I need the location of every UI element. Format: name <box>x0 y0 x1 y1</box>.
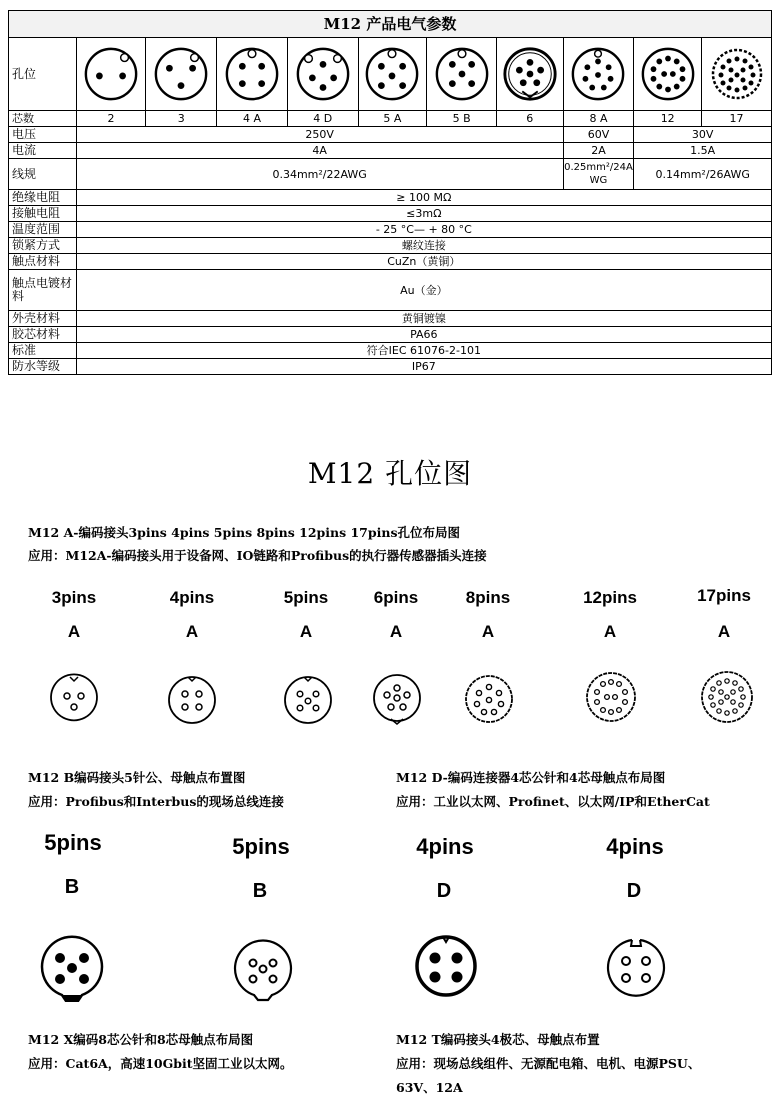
a-coding-letter: A <box>717 622 731 641</box>
a-8pin-diagram <box>460 670 518 728</box>
temperature-cell: - 25 °C— + 80 °C <box>76 222 771 238</box>
cores-cell: 8 A <box>563 111 634 127</box>
a-coding-letter: A <box>185 622 199 641</box>
row-label-insert: 胶芯材料 <box>9 327 77 343</box>
row-label-voltage: 电压 <box>9 127 77 143</box>
a-coded-application: 应用：M12A-编码接头用于设备网、IO链路和Profibus的执行器传感器插头连接 <box>28 548 487 563</box>
a-6pin-diagram <box>368 668 426 728</box>
cores-cell: 3 <box>146 111 217 127</box>
a-pins-label: 17pins <box>697 586 751 605</box>
a-coding-letter: A <box>67 622 81 641</box>
voltage-cell: 30V <box>634 127 772 143</box>
a-pins-label: 12pins <box>583 588 637 607</box>
standard-cell: 符合IEC 61076-2-101 <box>76 343 771 359</box>
wire-gauge-cell: 0.34mm²/22AWG <box>76 159 563 190</box>
d-coding-letter: D <box>436 880 452 902</box>
b-male-5pin-diagram <box>32 932 112 1002</box>
d-pins-label: 4pins <box>606 834 664 859</box>
current-cell: 2A <box>563 143 634 159</box>
cores-cell: 5 B <box>427 111 497 127</box>
voltage-cell: 60V <box>563 127 634 143</box>
table-title: M12 产品电气参数 <box>9 11 772 38</box>
pin-layout-icon-2 <box>82 45 140 103</box>
a-12pin-diagram <box>580 666 642 728</box>
wire-gauge-cell: 0.14mm²/26AWG <box>634 159 772 190</box>
pin-layout-icon-5a <box>363 45 421 103</box>
x-coded-application: 应用：Cat6A，高速10Gbit坚固工业以太网。 <box>28 1056 293 1071</box>
b-coded-heading: M12 B编码接头5针公、母触点布置图 <box>28 770 246 785</box>
plating-cell: Au（金） <box>76 270 771 311</box>
row-label-ip: 防水等级 <box>9 359 77 375</box>
a-5pin-diagram <box>280 672 336 728</box>
a-coding-letter: A <box>603 622 617 641</box>
pin-layout-icon-3 <box>152 45 210 103</box>
cores-cell: 17 <box>702 111 772 127</box>
d-pins-label: 4pins <box>416 834 474 859</box>
b-coding-letter: B <box>64 876 80 898</box>
row-label-pin-layout: 孔位 <box>9 38 77 111</box>
cores-cell: 4 A <box>217 111 288 127</box>
a-17pin-diagram <box>694 664 760 730</box>
row-label-housing: 外壳材料 <box>9 311 77 327</box>
row-label-contact-resistance: 接触电阻 <box>9 206 77 222</box>
cores-cell: 5 A <box>358 111 427 127</box>
a-coding-letter: A <box>299 622 313 641</box>
pin-layout-icon-8a <box>569 45 627 103</box>
pin-layout-icon-4a <box>223 45 281 103</box>
cores-cell: 4 D <box>287 111 358 127</box>
row-label-standard: 标准 <box>9 343 77 359</box>
housing-cell: 黄铜镀镍 <box>76 311 771 327</box>
insert-cell: PA66 <box>76 327 771 343</box>
a-pins-label: 5pins <box>283 588 329 607</box>
b-coding-letter: B <box>252 880 268 902</box>
t-coded-application-line2: 63V、12A <box>396 1080 463 1095</box>
voltage-cell: 250V <box>76 127 563 143</box>
b-coded-application: 应用：Profibus和Interbus的现场总线连接 <box>28 794 284 809</box>
pin-layout-icon-4d <box>294 45 352 103</box>
insulation-cell: ≥ 100 MΩ <box>76 190 771 206</box>
a-coded-heading: M12 A-编码接头3pins 4pins 5pins 8pins 12pins 17pins孔位布局图 <box>28 525 460 540</box>
d-female-4pin-diagram <box>598 934 674 1002</box>
a-pins-label: 3pins <box>51 588 97 607</box>
spec-table <box>8 10 772 375</box>
pin-layout-icon-5b <box>433 45 491 103</box>
a-3pin-diagram <box>46 672 102 728</box>
a-coding-letter: A <box>389 622 403 641</box>
contact-material-cell: CuZn（黄铜） <box>76 254 771 270</box>
x-coded-heading: M12 X编码8芯公针和8芯母触点布局图 <box>28 1032 254 1047</box>
a-4pin-diagram <box>164 672 220 728</box>
contact-resistance-cell: ≤3mΩ <box>76 206 771 222</box>
cores-cell: 6 <box>496 111 563 127</box>
cores-cell: 2 <box>76 111 146 127</box>
row-label-temperature: 温度范围 <box>9 222 77 238</box>
row-label-cores: 芯数 <box>9 111 77 127</box>
row-label-insulation: 绝缘电阻 <box>9 190 77 206</box>
t-coded-application-line1: 应用：现场总线组件、无源配电箱、电机、电源PSU、 <box>396 1056 701 1071</box>
current-cell: 4A <box>76 143 563 159</box>
row-label-plating: 触点电镀材料 <box>9 270 77 311</box>
b-female-5pin-diagram <box>224 936 302 1002</box>
row-label-contact-material: 触点材料 <box>9 254 77 270</box>
a-pins-label: 8pins <box>465 588 511 607</box>
a-pins-label: 4pins <box>169 588 215 607</box>
pin-layout-icon-6 <box>501 45 559 103</box>
cores-cell: 12 <box>634 111 702 127</box>
a-coding-letter: A <box>481 622 495 641</box>
row-label-wire-gauge: 线规 <box>9 159 77 190</box>
d-coding-letter: D <box>626 880 642 902</box>
section-title: M12 孔位图 <box>307 457 473 490</box>
ip-cell: IP67 <box>76 359 771 375</box>
d-coded-heading: M12 D-编码连接器4芯公针和4芯母触点布局图 <box>396 770 666 785</box>
a-pins-label: 6pins <box>373 588 419 607</box>
b-pins-label: 5pins <box>44 830 102 855</box>
row-label-locking: 锁紧方式 <box>9 238 77 254</box>
locking-cell: 螺纹连接 <box>76 238 771 254</box>
t-coded-heading: M12 T编码接头4极芯、母触点布置 <box>396 1032 600 1047</box>
wire-gauge-cell: 0.25mm²/24AWG <box>563 159 634 190</box>
d-male-4pin-diagram <box>408 932 484 1000</box>
row-label-current: 电流 <box>9 143 77 159</box>
b-pins-label: 5pins <box>232 834 290 859</box>
d-coded-application: 应用：工业以太网、Profinet、以太网/IP和EtherCat <box>396 794 710 809</box>
current-cell: 1.5A <box>634 143 772 159</box>
pin-layout-icon-17 <box>706 43 768 105</box>
pin-layout-icon-12 <box>639 45 697 103</box>
